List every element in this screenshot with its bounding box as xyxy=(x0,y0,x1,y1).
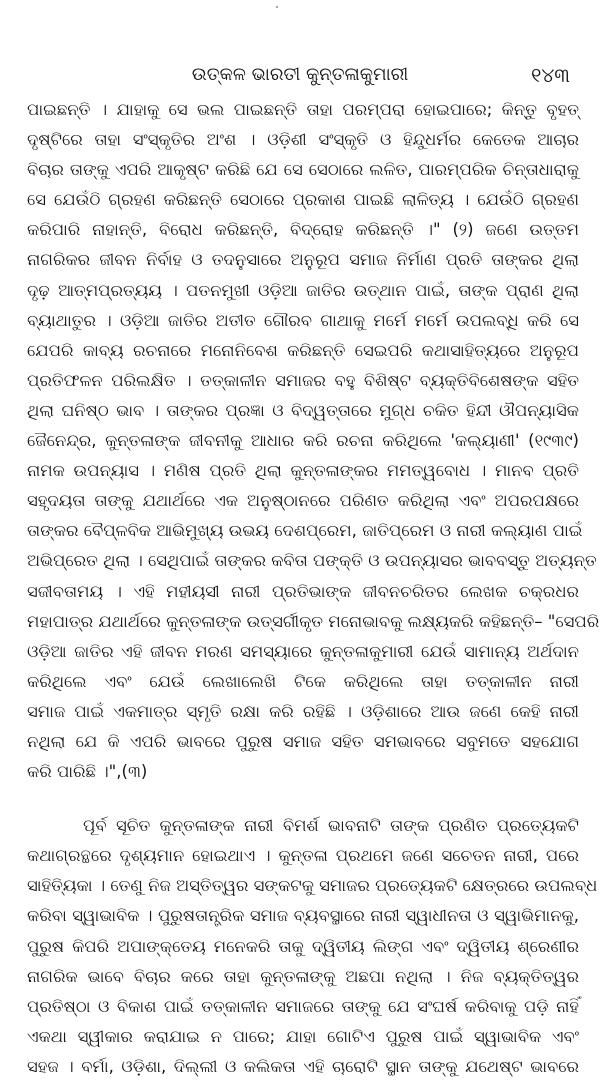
text-line: ଯେପରି କାବ୍ୟ ରଚନାରେ ମନୋନିବେଶ କରିଛନ୍ତି ସେଇପରି କଥାସାହିତ୍ୟରେ ଅନୁରୂପ xyxy=(27,340,579,360)
text-line: କରି ପାରିଛି ।",(୩) xyxy=(27,762,148,782)
text-line: ପୂର୍ବ ସୂଚିତ କୁନ୍ତଳାଙ୍କ ନାରୀ ବିମର୍ଶ ଭାବନାଟି ତାଙ୍କ ପ୍ରଣିତ ପ୍ରତ୍ୟେକଟି xyxy=(83,816,579,836)
text-line: ଦୃଢ଼ ଆତ୍ମପ୍ରତ୍ୟୟ । ପତନମୁଖୀ ଓଡ଼ିଆ ଜାତିର ଉତ୍‌ଥାନ ପାଇଁ, ତାଙ୍କ ପ୍ରାଣ ଥିଲା xyxy=(27,280,579,300)
text-line: ସାହିତ୍ୟିକା । ତେଣୁ ନିଜ ଅସ୍ତିତ୍ୱର ସଙ୍କଟକୁ ସମାଜର ପ୍ରତ୍ୟେକଟି କ୍ଷେତ୍ରରେ ଉପଲବ୍ଧ xyxy=(27,876,598,896)
scan-speck xyxy=(276,6,278,8)
text-line: ନାଗରିକର ଜୀବନ ନିର୍ବାହ ଓ ତଦନୁସାରେ ଅନୁରୂପ ସମାଜ ନିର୍ମାଣ ପ୍ରତି ତାଙ୍କର ଥିଲା xyxy=(27,250,579,270)
text-line: ପାଇଛନ୍ତି । ଯାହାକୁ ସେ ଭଲ ପାଇଛନ୍ତି ତାହା ପରମ୍ପରା ହୋଇପାରେ; କିନ୍ତୁ ବୃହତ୍ xyxy=(27,100,579,119)
text-line: ସଜୀବତାମୟ । ଏହି ମହୀୟସୀ ନାରୀ ପ୍ରତିଭାଙ୍କ ଜୀବନଚରିତର ଲେଖକ ଚକ୍ରଧର xyxy=(27,581,579,601)
body-text xyxy=(27,95,600,1082)
text-line: ଅଭିପ୍ରେତ ଥିଲା । ସେଥିପାଇଁ ତାଙ୍କର କବିତା ପଙ୍‌କ୍ତି ଓ ଉପନ୍ୟାସର ଭାବବସ୍ତୁ ଅତ୍ୟନ୍ତ xyxy=(27,551,597,571)
text-line: ନାଗରିକ ଭାବେ ବିଚାର କରେ ତାହା କୁନ୍ତଳାଙ୍କୁ ଅଛପା ନଥିଲା । ନିଜ ବ୍ୟକ୍ତିତ୍ୱର xyxy=(27,966,579,986)
paragraph-1 xyxy=(27,95,600,787)
text-line: ପ୍ରତିଷ୍ଠା ଓ ବିକାଶ ପାଇଁ ତତ୍‌କାଳୀନ ସମାଜରେ ତାଙ୍କୁ ଯେ ସଂଘର୍ଷ କରିବାକୁ ପଡ଼ି ନାହିଁ xyxy=(27,996,579,1016)
text-line: କଥାଗ୍ରନ୍ଥରେ ଦୃଶ୍ୟମାନ ହୋଇଥାଏ । କୁନ୍ତଳା ପ୍ରଥମେ ଜଣେ ସଚେତନ ନାରୀ, ପରେ xyxy=(27,846,579,866)
text-line: ଏକଥା ସ୍ୱୀକାର କରାଯାଇ ନ ପାରେ; ଯାହା ଗୋଟିଏ ପୁରୁଷ ପାଇଁ ସ୍ୱାଭାବିକ ଏବଂ xyxy=(27,1026,579,1046)
text-line: ସମାଜ ପାଇଁ ଏକମାତ୍ର ସ୍ମୃତି ରକ୍ଷା କରି ରହିଛି । ଓଡ଼ିଶାରେ ଆଉ ଜଣେ କେହି ନାରୀ xyxy=(27,701,579,721)
running-title: ଉତ୍କଳ ଭାରତୀ କୁନ୍ତଳାକୁମାରୀ xyxy=(191,64,409,85)
paragraph-2 xyxy=(27,811,598,1082)
text-line: ଥିଲା ଘନିଷ୍ଠ ଭାବ । ତାଙ୍କର ପ୍ରଜ୍ଞା ଓ ବିଦ୍ୱତ୍ତାରେ ମୁଗ୍ଧ ଚକିତ ହିନ୍ଦୀ ଔପନ୍ୟାସିକ xyxy=(27,400,579,420)
text-line: ଓଡ଼ିଆ ଜାତିର ଏହି ଜୀବନ ମରଣ ସମସ୍ୟାରେ କୁନ୍ତଳାକୁମାରୀ ଯେଉଁ ସାମାନ୍ୟ ଅର୍ଥଦାନ xyxy=(27,641,579,661)
text-line: ସେ ଯେଉଁଠି ଗ୍ରହଣ କରିଛନ୍ତି ସେଠାରେ ପ୍ରକାଶ ପାଇଛି ଲାଳିତ୍ୟ । ଯେଉଁଠି ଗ୍ରହଣ xyxy=(27,190,579,210)
text-line: କରିବା ସ୍ୱାଭାବିକ । ପୁରୁଷତାନ୍ତ୍ରିକ ସମାଜ ବ୍ୟବସ୍ଥାରେ ନାରୀ ସ୍ୱାଧୀନତା ଓ ସ୍ୱାଭିମାନକୁ, xyxy=(27,906,579,926)
text-line: ବିଚାର ତାଙ୍କୁ ଏପରି ଆକୃଷ୍ଟ କରିଛି ଯେ ସେ ସେଠାରେ ଲଳିତ, ପାରମ୍ପରିକ ଚିନ୍ତାଧାରାକୁ xyxy=(27,160,579,180)
text-line: ନାମକ ଉପନ୍ୟାସ । ମଣିଷ ପ୍ରତି ଥିଲା କୁନ୍ତଳାଙ୍କର ମମତ୍ୱବୋଧ । ମାନବ ପ୍ରତି xyxy=(27,461,579,481)
text-line: ଦୃଷ୍ଟିରେ ତାହା ସଂସ୍କୃତିର ଅଂଶ । ଓଡ଼ିଶୀ ସଂସ୍କୃତି ଓ ହିନ୍ଦୁଧର୍ମର କେତେକ ଆଚାର xyxy=(27,130,579,150)
text-line: ପ୍ରତିଫଳନ ପରିଲକ୍ଷିତ । ତତ୍‌କାଳୀନ ସମାଜର ବହୁ ବିଶିଷ୍ଟ ବ୍ୟକ୍ତିବିଶେଷଙ୍କ ସହିତ xyxy=(27,370,579,390)
text-line: ତାଙ୍କର ବୈପ୍ଳବିକ ଆଭିମୁଖ୍ୟ ଉଭୟ ଦେଶପ୍ରେମ, ଜାତିପ୍ରେମ ଓ ନାରୀ କଲ୍ୟାଣ ପାଇଁ xyxy=(27,521,583,541)
text-line: କରିପାରି ନାହାନ୍ତି, ବିରୋଧ କରିଛନ୍ତି, ବିଦ୍ରୋହ କରିଛନ୍ତି ।" (୨) ଜଣେ ଉତ୍ତମ xyxy=(27,220,579,240)
text-line: ନଥିଲା ଯେ କି ଏପରି ଭାବରେ ପୁରୁଷ ସମାଜ ସହିତ ସମଭାବରେ ସବୁମତେ ସହଯୋଗ xyxy=(27,731,579,751)
text-line: ଜୈନେନ୍ଦ୍ର, କୁନ୍ତଳାଙ୍କ ଜୀବନୀକୁ ଆଧାର କରି ରଚନା କରିଥିଲେ 'କଲ୍ୟାଣୀ' (୧୯୩୯) xyxy=(27,431,579,451)
text-line: ମହାପାତ୍ର ଯଥାର୍ଥରେ କୁନ୍ତଳାଙ୍କ ଉତ୍ସର୍ଗୀକୃତ ମନୋଭାବକୁ ଲକ୍ଷ୍ୟକରି କହିଛନ୍ତି– "ସେପରି xyxy=(27,611,600,631)
text-line: ସହଜ । ବର୍ମା, ଓଡ଼ିଶା, ଦିଲ୍ଲୀ ଓ କଲିକତା ଏହି ଚାରୋଟି ସ୍ଥାନ ତାଙ୍କୁ ଯଥେଷ୍ଟ ଭାବରେ xyxy=(27,1056,579,1076)
running-header xyxy=(0,60,600,90)
text-line: ସହୃଦୟତା ତାଙ୍କୁ ଯଥାର୍ଥରେ ଏକ ଅନୁଷ୍ଠାନରେ ପରିଣତ କରିଥିଲା ଏବଂ ଅପରପକ୍ଷରେ xyxy=(27,491,579,511)
page-number: ୧୪୩ xyxy=(531,63,570,87)
text-line: କରିଥିଲେ ଏବଂ ଯେଉଁ ଲେଖାଲେଖି ଟିକେ କରିଥିଲେ ତାହା ତତ୍‌କାଳୀନ ନାରୀ xyxy=(27,671,579,691)
paragraph-gap xyxy=(27,787,579,811)
text-line: ବ୍ୟାଥାତୁର । ଓଡ଼ିଆ ଜାତିର ଅତୀତ ଗୌରବ ଗାଥାକୁ ମର୍ମେ ମର୍ମେ ଉପଲବ୍ଧି କରି ସେ xyxy=(27,310,579,330)
text-line: ପୁରୁଷ କିପରି ଅପାଙ୍‌କ୍ତେୟ ମନେକରି ତାକୁ ଦ୍ୱିତୀୟ ଲିଙ୍ଗ ଏବଂ ଦ୍ୱିତୀୟ ଶ୍ରେଣୀର xyxy=(27,936,579,956)
